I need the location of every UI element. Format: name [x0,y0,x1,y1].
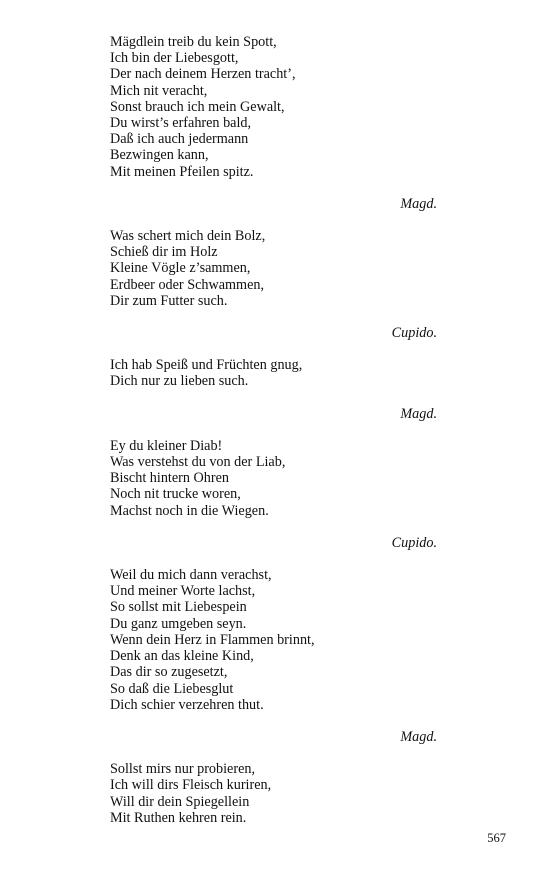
verse-line: Noch nit trucke woren, [110,486,241,503]
stanza [110,34,440,180]
verse-line: Das dir so zugesetzt, [110,664,228,681]
verse-line: So sollst mit Liebespein [110,599,247,616]
verse-line: Was verstehst du von der Liab, [110,454,286,471]
verse-line: Mit meinen Pfeilen spitz. [110,163,254,180]
verse-line: Schieß dir im Holz [110,244,218,261]
speaker-label: Cupido. [391,325,437,342]
verse-line: Dich schier verzehren thut. [110,696,264,713]
stanza-gap [110,422,440,438]
speaker-label: Magd. [400,728,437,745]
verse-line: Will dir dein Spiegellein [110,793,250,810]
verse-line: Der nach deinem Herzen tracht’, [110,66,296,83]
verse-line: Mägdlein treib du kein Spott, [110,34,277,50]
verse-line: Du wirst’s erfahren bald, [110,115,252,132]
verse-line: Denk an das kleine Kind, [110,648,254,665]
verse-line: Dir zum Futter such. [110,292,228,309]
verse-line: Was schert mich dein Bolz, [110,228,266,245]
verse-text [110,34,440,826]
verse-line: So daß die Liebesglut [110,680,234,697]
stanza [110,761,440,826]
verse-line: Erdbeer oder Schwammen, [110,276,265,293]
verse-line: Daß ich auch jedermann [110,131,249,148]
verse-line: Sollst mirs nur probieren, [110,761,256,778]
verse-line: Und meiner Worte lachst, [110,583,256,600]
stanza-gap [110,745,440,761]
stanza-gap [110,713,440,729]
stanza [110,567,440,713]
stanza [110,357,440,389]
stanza-gap [110,551,440,567]
stanza [110,438,440,519]
stanza [110,228,440,309]
verse-line: Mich nit veracht, [110,82,208,99]
stanza-gap [110,180,440,196]
verse-line: Mit Ruthen kehren rein. [110,809,247,826]
stanza-gap [110,212,440,228]
stanza-gap [110,341,440,357]
speaker-label: Magd. [400,405,437,422]
verse-line: Wenn dein Herz in Flammen brinnt, [110,631,315,648]
verse-line: Ich bin der Liebesgott, [110,50,239,67]
verse-line: Ich hab Speiß und Früchten gnug, [110,357,303,374]
verse-line: Weil du mich dann verachst, [110,567,272,584]
verse-line: Ey du kleiner Diab! [110,437,223,454]
page-number: 567 [487,831,506,845]
verse-line: Dich nur zu lieben such. [110,373,249,390]
verse-line: Machst noch in die Wiegen. [110,502,269,519]
stanza-gap [110,519,440,535]
stanza-gap [110,390,440,406]
verse-line: Ich will dirs Fleisch kuriren, [110,777,272,794]
verse-line: Sonst brauch ich mein Gewalt, [110,98,285,115]
verse-line: Du ganz umgeben seyn. [110,615,247,632]
stanza-gap [110,309,440,325]
verse-line: Bezwingen kann, [110,147,209,164]
speaker-label: Cupido. [391,534,437,551]
speaker-label: Magd. [400,195,437,212]
verse-line: Bischt hintern Ohren [110,470,229,487]
verse-line: Kleine Vögle z’sammen, [110,260,251,277]
